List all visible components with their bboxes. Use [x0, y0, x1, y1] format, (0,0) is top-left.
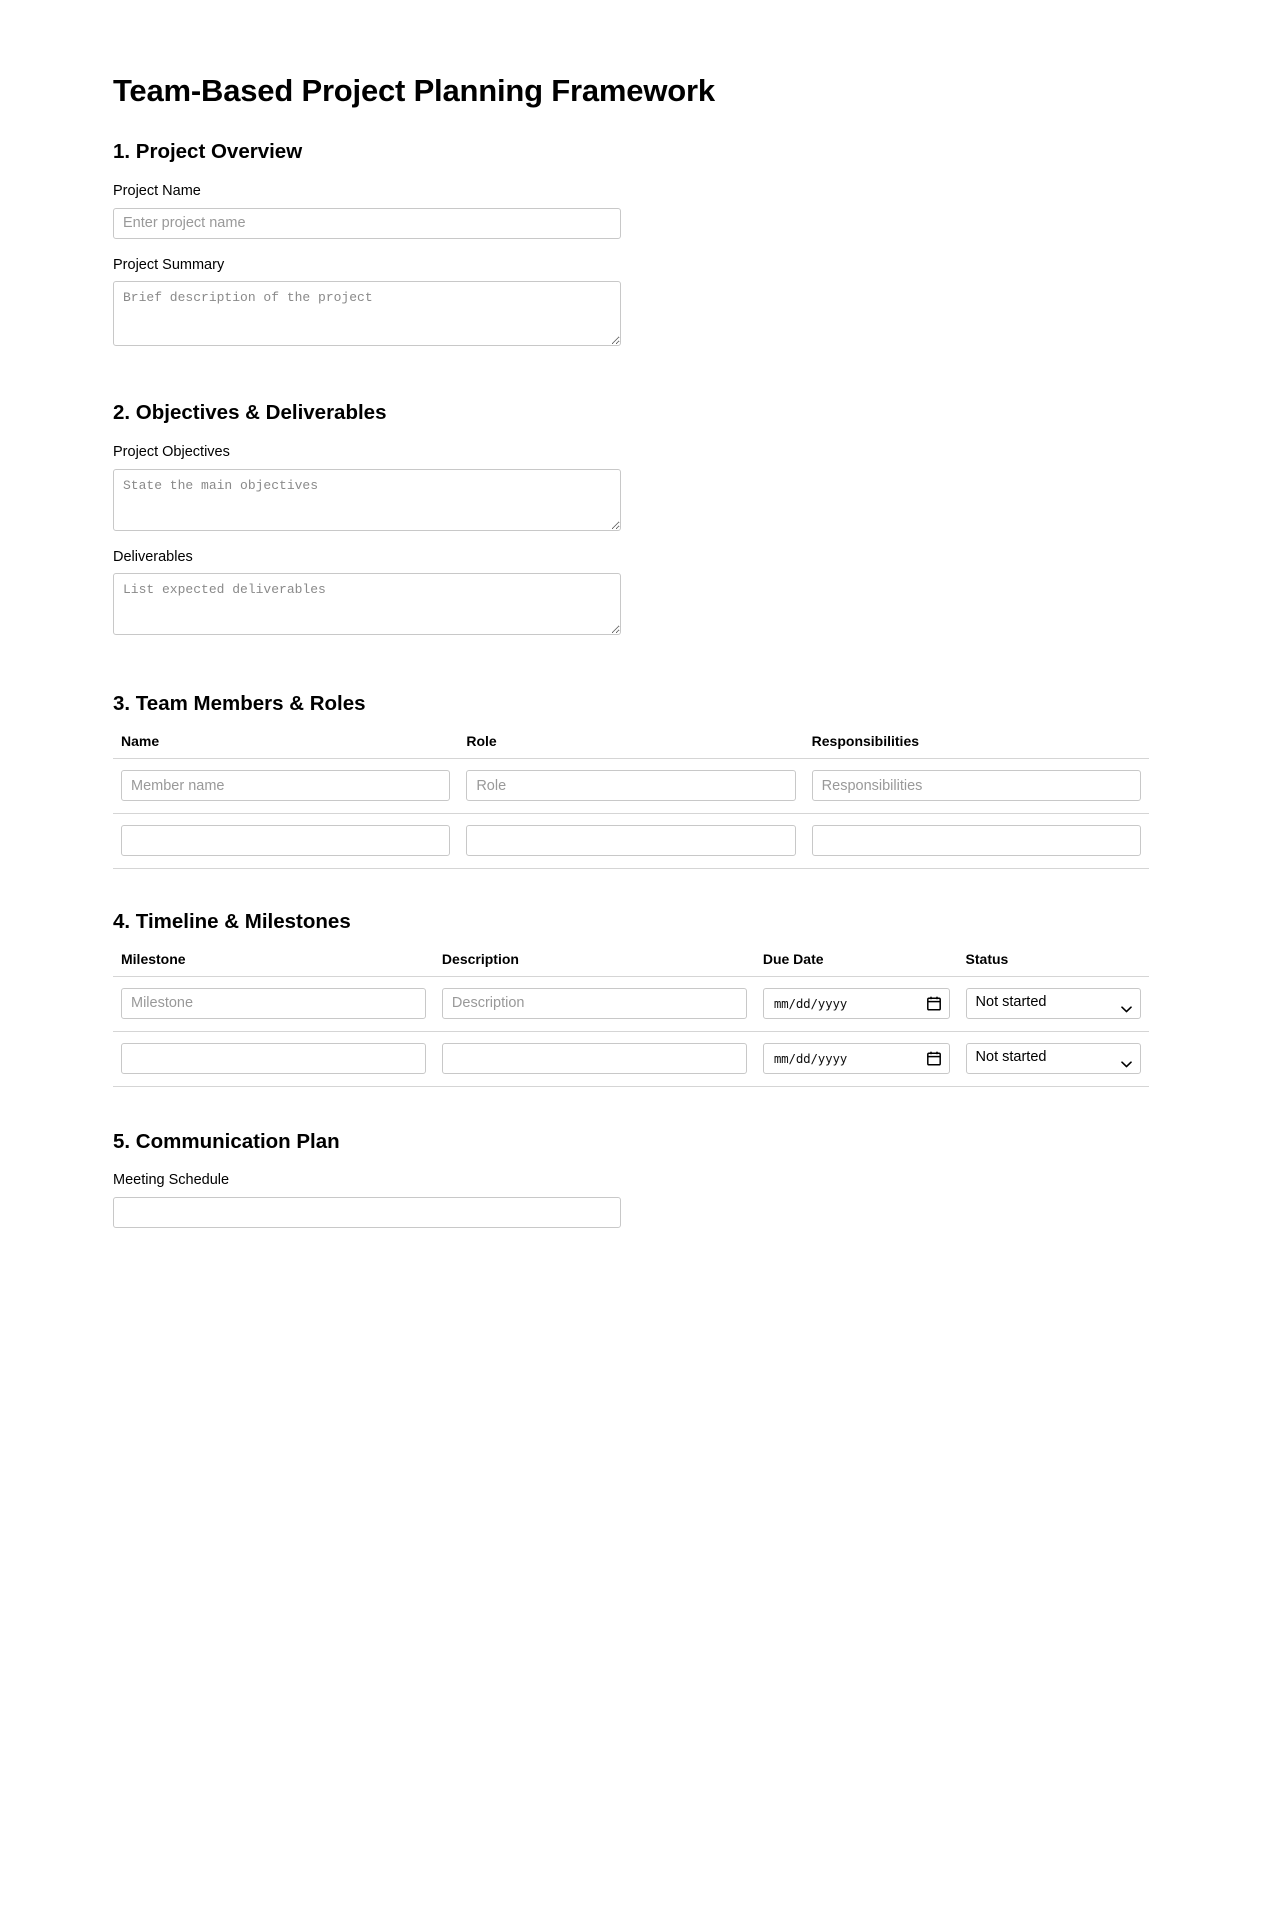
cell-description — [434, 1031, 755, 1086]
section-heading-overview: 1. Project Overview — [113, 140, 303, 164]
column-header-name: Name — [113, 733, 458, 759]
table-row — [113, 814, 1149, 869]
column-header-status: Status — [958, 951, 1149, 977]
milestone-input-1[interactable] — [121, 988, 426, 1019]
label-project-name: Project Name — [113, 182, 201, 199]
label-deliverables: Deliverables — [113, 548, 193, 565]
table-row — [113, 759, 1149, 814]
field-project-name — [113, 181, 1153, 239]
section-heading-objectives: 2. Objectives & Deliverables — [113, 401, 387, 425]
status-select-wrapper-2 — [966, 1043, 1141, 1074]
team-role-input-1[interactable] — [466, 770, 795, 801]
cell-due-date — [755, 1031, 958, 1086]
page-title: Team-Based Project Planning Framework — [113, 73, 715, 108]
column-header-description: Description — [434, 951, 755, 977]
status-select-wrapper-1 — [966, 988, 1141, 1019]
section-project-overview — [113, 139, 1153, 346]
cell-name — [113, 814, 458, 869]
column-header-responsibilities: Responsibilities — [804, 733, 1149, 759]
label-meeting-schedule: Meeting Schedule — [113, 1172, 230, 1189]
field-meeting-schedule — [113, 1170, 1153, 1228]
due-date-display-2: mm/dd/yyyy — [773, 1050, 848, 1066]
cell-responsibilities — [804, 814, 1149, 869]
due-date-display-1: mm/dd/yyyy — [773, 995, 848, 1011]
label-project-summary: Project Summary — [113, 256, 225, 273]
field-project-summary — [113, 255, 1153, 347]
section-timeline-milestones — [113, 909, 1153, 1087]
deliverables-textarea[interactable] — [113, 573, 621, 635]
cell-role — [458, 814, 803, 869]
table-row — [113, 976, 1149, 1031]
team-members-table — [113, 733, 1149, 869]
cell-due-date — [755, 976, 958, 1031]
milestone-description-input-2[interactable] — [442, 1043, 747, 1074]
cell-name — [113, 759, 458, 814]
column-header-milestone: Milestone — [113, 951, 434, 977]
cell-role — [458, 759, 803, 814]
cell-responsibilities — [804, 759, 1149, 814]
label-project-objectives: Project Objectives — [113, 443, 230, 460]
section-heading-team: 3. Team Members & Roles — [113, 692, 366, 716]
team-name-input-1[interactable] — [121, 770, 450, 801]
cell-milestone — [113, 976, 434, 1031]
table-header-row — [113, 951, 1149, 977]
section-heading-timeline: 4. Timeline & Milestones — [113, 910, 351, 934]
status-select-2[interactable] — [966, 1043, 1141, 1074]
milestone-input-2[interactable] — [121, 1043, 426, 1074]
calendar-icon[interactable] — [927, 996, 941, 1011]
section-communication-plan — [113, 1129, 1153, 1228]
table-row — [113, 1031, 1149, 1086]
due-date-input-1[interactable] — [763, 988, 950, 1019]
section-objectives-deliverables — [113, 400, 1153, 635]
meeting-schedule-input[interactable] — [113, 1197, 621, 1228]
table-header-row — [113, 733, 1149, 759]
team-responsibilities-input-1[interactable] — [812, 770, 1141, 801]
section-heading-communication: 5. Communication Plan — [113, 1129, 340, 1153]
project-objectives-textarea[interactable] — [113, 469, 621, 531]
project-name-input[interactable] — [113, 208, 621, 239]
due-date-input-2[interactable] — [763, 1043, 950, 1074]
status-select-1[interactable] — [966, 988, 1141, 1019]
section-team-members — [113, 691, 1153, 869]
calendar-icon[interactable] — [927, 1051, 941, 1066]
cell-status — [958, 976, 1149, 1031]
cell-description — [434, 976, 755, 1031]
column-header-due-date: Due Date — [755, 951, 958, 977]
milestone-description-input-1[interactable] — [442, 988, 747, 1019]
cell-status — [958, 1031, 1149, 1086]
milestones-table — [113, 951, 1149, 1087]
cell-milestone — [113, 1031, 434, 1086]
team-name-input-2[interactable] — [121, 825, 450, 856]
field-deliverables — [113, 547, 1153, 636]
project-summary-textarea[interactable] — [113, 281, 621, 346]
team-responsibilities-input-2[interactable] — [812, 825, 1141, 856]
column-header-role: Role — [458, 733, 803, 759]
field-project-objectives — [113, 442, 1153, 531]
team-role-input-2[interactable] — [466, 825, 795, 856]
